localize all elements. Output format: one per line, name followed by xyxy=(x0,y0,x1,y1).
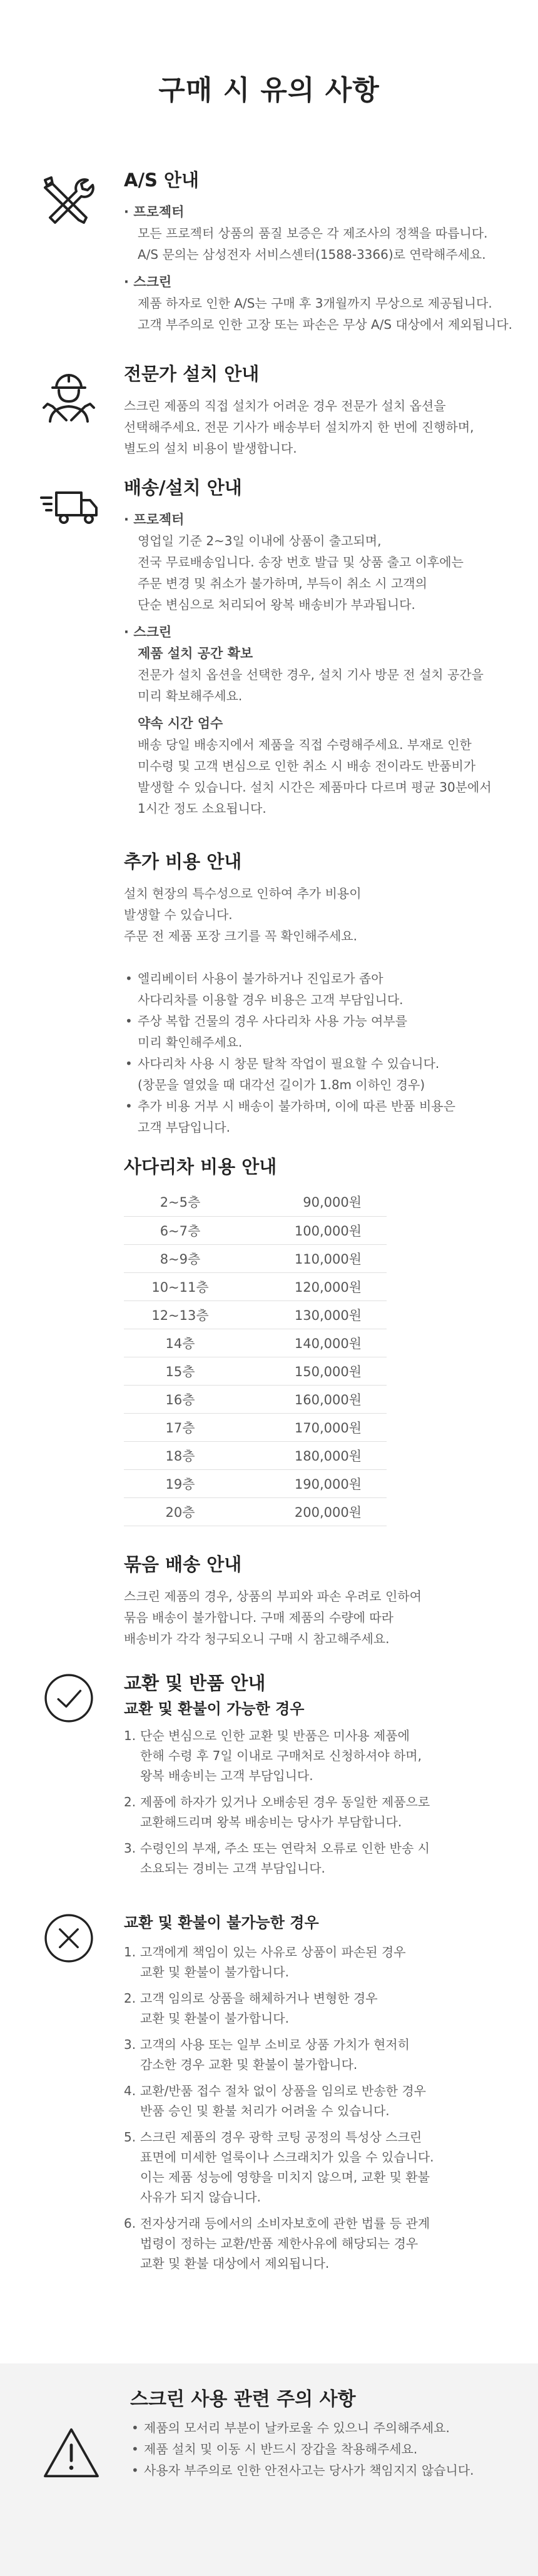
exchange-content xyxy=(124,1671,513,1884)
bundle-line: 묶음 배송이 불가합니다. 구매 제품의 수량에 따라 xyxy=(124,1610,393,1625)
delivery-screen-label: · 스크린 xyxy=(124,625,172,640)
delivery-space-title: 제품 설치 공간 확보 xyxy=(138,646,253,661)
table-row: 12~13층 130,000원 xyxy=(124,1301,387,1329)
install-heading: 전문가 설치 안내 xyxy=(124,363,260,385)
delivery-space-line: 전문가 설치 옵션을 선택한 경우, 설치 기사 방문 전 설치 공간을 xyxy=(138,667,484,682)
as-content xyxy=(124,168,513,335)
list-item: • 제품의 모서리 부분이 날카로울 수 있으니 주의해주세요. xyxy=(130,2417,519,2438)
delivery-projector-line: 영업일 기준 2~3일 이내에 상품이 출고되며, xyxy=(138,533,382,548)
install-content xyxy=(124,361,513,459)
install-line: 선택해주세요. 전문 기사가 배송부터 설치까지 한 번에 진행하며, xyxy=(124,420,474,435)
as-screen-line: 제품 하자로 인한 A/S는 구매 후 3개월까지 무상으로 제공됩니다. xyxy=(138,296,492,311)
ladder-content xyxy=(124,1154,513,1526)
delivery-space-line: 미리 확보해주세요. xyxy=(138,688,243,703)
list-item: 1. 단순 변심으로 인한 교환 및 반품은 미사용 제품에 한해 수령 후 7일 이내로 구매처로 신청하셔야 하며, 왕복 배송비는 고객 부담입니다. xyxy=(124,1728,422,1783)
caution-section xyxy=(0,2363,538,2576)
list-item: 4. 교환/반품 접수 절차 없이 상품을 임의로 반송한 경우 반품 승인 및 환불 처리가 어려울 수 있습니다. xyxy=(124,2083,426,2118)
extra-line: 주문 전 제품 포장 크기를 꼭 확인해주세요. xyxy=(124,928,357,943)
table-row: 2~5층 90,000원 xyxy=(124,1188,387,1216)
install-line: 별도의 설치 비용이 발생합니다. xyxy=(124,441,297,456)
list-item: 3. 수령인의 부재, 주소 또는 연락처 오류로 인한 반송 시 소요되는 경비는 고객 부담입니다. xyxy=(124,1841,430,1876)
list-item: • 엘리베이터 사용이 불가하거나 진입로가 좁아 사다리차를 이용할 경우 비용은 고객 부담입니다. xyxy=(124,968,513,1010)
delivery-time-title: 약속 시간 엄수 xyxy=(138,716,223,731)
check-circle-icon xyxy=(43,1672,95,1724)
table-row: 15층 150,000원 xyxy=(124,1357,387,1385)
as-screen-label: · 스크린 xyxy=(124,274,172,289)
bundle-heading: 묶음 배송 안내 xyxy=(124,1554,242,1575)
bundle-line: 배송비가 각각 청구되오니 구매 시 참고해주세요. xyxy=(124,1631,390,1646)
delivery-projector-line: 주문 변경 및 취소가 불가하며, 부득이 취소 시 고객의 xyxy=(138,576,427,591)
table-row: 19층 190,000원 xyxy=(124,1469,387,1497)
list-item: 2. 고객 임의로 상품을 해체하거나 변형한 경우 교환 및 환불이 불가합니다. xyxy=(124,1991,378,2026)
as-projector-label: · 프로젝터 xyxy=(124,204,185,219)
caution-bullets xyxy=(130,2417,519,2481)
list-item: • 사다리차 사용 시 창문 탈착 작업이 필요할 수 있습니다. (창문을 열었을 때 대각선 길이가 1.8m 이하인 경우) xyxy=(124,1053,513,1095)
technician-icon xyxy=(38,364,100,426)
caution-content xyxy=(130,2387,519,2481)
extra-line: 발생할 수 있습니다. xyxy=(124,907,233,922)
table-row: 20층 200,000원 xyxy=(124,1497,387,1526)
list-item: • 사용자 부주의로 인한 안전사고는 당사가 책임지지 않습니다. xyxy=(130,2460,519,2481)
x-circle-icon xyxy=(43,1912,95,1965)
exchange-possible-list xyxy=(124,1726,513,1878)
delivery-time-line: 1시간 정도 소요됩니다. xyxy=(138,801,266,816)
as-projector-line: A/S 문의는 삼성전자 서비스센터(1588-3366)로 연락해주세요. xyxy=(138,247,486,262)
table-row: 14층 140,000원 xyxy=(124,1329,387,1357)
as-screen-line: 고객 부주의로 인한 고장 또는 파손은 무상 A/S 대상에서 제외됩니다. xyxy=(138,317,513,332)
truck-icon xyxy=(38,475,100,538)
delivery-projector-label: · 프로젝터 xyxy=(124,512,185,527)
extra-heading: 추가 비용 안내 xyxy=(124,851,242,872)
list-item: 5. 스크린 제품의 경우 광학 코팅 공정의 특성상 스크린 표면에 미세한 얼룩이나 스크래치가 있을 수 있습니다. 이는 제품 성능에 영향을 미치지 않으며, 교환 및 환불 사유가 되지 않습니다. xyxy=(124,2130,434,2205)
list-item: • 주상 복합 건물의 경우 사다리차 사용 가능 여부를 미리 확인해주세요. xyxy=(124,1010,513,1053)
list-item: 3. 고객의 사용 또는 일부 소비로 상품 가치가 현저히 감소한 경우 교환 및 환불이 불가합니다. xyxy=(124,2037,410,2072)
list-item: 2. 제품에 하자가 있거나 오배송된 경우 동일한 제품으로 교환해드리며 왕복 배송비는 당사가 부담합니다. xyxy=(124,1794,430,1829)
bundle-content xyxy=(124,1552,513,1649)
tools-icon xyxy=(38,171,100,234)
table-row: 10~11층 120,000원 xyxy=(124,1272,387,1301)
delivery-time-line: 발생할 수 있습니다. 설치 시간은 제품마다 다르며 평균 30분에서 xyxy=(138,780,492,795)
list-item: 6. 전자상거래 등에서의 소비자보호에 관한 법률 등 관계 법령이 정하는 교환/반품 제한사유에 해당되는 경우 교환 및 환불 대상에서 제외됩니다. xyxy=(124,2216,430,2271)
delivery-projector-line: 전국 무료배송입니다. 송장 번호 발급 및 상품 출고 이후에는 xyxy=(138,555,464,570)
extra-bullets xyxy=(124,968,513,1138)
ladder-heading: 사다리차 비용 안내 xyxy=(124,1156,277,1177)
bundle-line: 스크린 제품의 경우, 상품의 부피와 파손 우려로 인하여 xyxy=(124,1589,422,1604)
as-projector-line: 모든 프로젝터 상품의 품질 보증은 각 제조사의 정책을 따릅니다. xyxy=(138,226,488,241)
list-item: 1. 고객에게 책임이 있는 사유로 상품이 파손된 경우 교환 및 환불이 불가합니다. xyxy=(124,1945,406,1980)
exchange-possible-title: 교환 및 환불이 가능한 경우 xyxy=(124,1700,305,1718)
ladder-table xyxy=(124,1188,387,1526)
exchange-impossible-title: 교환 및 환불이 불가능한 경우 xyxy=(124,1914,319,1931)
delivery-time-line: 미수령 및 고객 변심으로 인한 취소 시 배송 전이라도 반품비가 xyxy=(138,758,476,773)
delivery-heading: 배송/설치 안내 xyxy=(124,477,242,498)
install-line: 스크린 제품의 직접 설치가 어려운 경우 전문가 설치 옵션을 xyxy=(124,398,446,413)
delivery-content xyxy=(124,475,513,819)
exchange-impossible-list xyxy=(124,1942,513,2273)
list-item: • 추가 비용 거부 시 배송이 불가하며, 이에 따른 반품 비용은 고객 부담입니다. xyxy=(124,1095,513,1138)
delivery-projector-line: 단순 변심으로 처리되어 왕복 배송비가 부과됩니다. xyxy=(138,597,415,612)
extra-line: 설치 현장의 특수성으로 인하여 추가 비용이 xyxy=(124,886,362,901)
table-row: 17층 170,000원 xyxy=(124,1413,387,1441)
exchange-heading: 교환 및 반품 안내 xyxy=(124,1673,266,1694)
exchange-impossible-content xyxy=(124,1912,513,2280)
table-row: 6~7층 100,000원 xyxy=(124,1216,387,1244)
table-row: 18층 180,000원 xyxy=(124,1441,387,1469)
caution-heading: 스크린 사용 관련 주의 사항 xyxy=(130,2388,356,2410)
warning-icon xyxy=(41,2426,101,2480)
page-title: 구매 시 유의 사항 xyxy=(158,74,380,106)
delivery-time-line: 배송 당일 배송지에서 제품을 직접 수령해주세요. 부재로 인한 xyxy=(138,737,472,752)
list-item: • 제품 설치 및 이동 시 반드시 장갑을 착용해주세요. xyxy=(130,2438,519,2460)
table-row: 8~9층 110,000원 xyxy=(124,1244,387,1272)
as-heading: A/S 안내 xyxy=(124,169,200,191)
extra-content xyxy=(124,849,513,1138)
table-row: 16층 160,000원 xyxy=(124,1385,387,1413)
